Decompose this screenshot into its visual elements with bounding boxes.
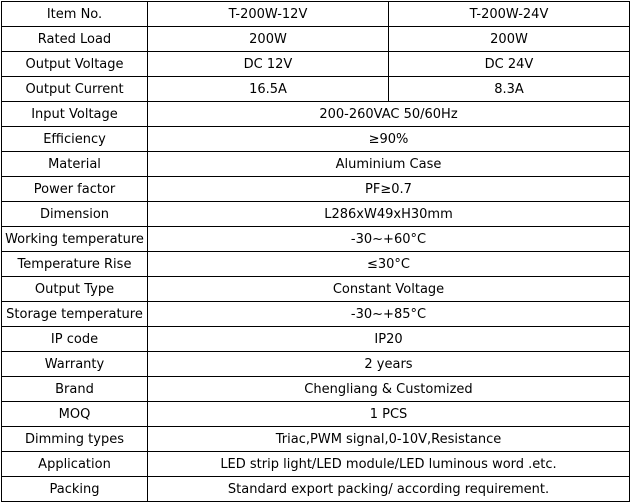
row-label: Efficiency <box>2 127 148 152</box>
row-value: Constant Voltage <box>148 277 630 302</box>
table-row <box>2 277 630 302</box>
row-label: Dimension <box>2 202 148 227</box>
row-label: Output Current <box>2 77 148 102</box>
value-12v: 200W <box>148 27 389 52</box>
table-row <box>2 427 630 452</box>
row-label: Working temperature <box>2 227 148 252</box>
model-24v: T-200W-24V <box>389 2 630 27</box>
row-value: Chengliang & Customized <box>148 377 630 402</box>
row-value: -30~+85°C <box>148 302 630 327</box>
row-label: Application <box>2 452 148 477</box>
table-row <box>2 52 630 77</box>
row-value: IP20 <box>148 327 630 352</box>
row-label: MOQ <box>2 402 148 427</box>
row-value: 200-260VAC 50/60Hz <box>148 102 630 127</box>
table-row <box>2 27 630 52</box>
row-value: Aluminium Case <box>148 152 630 177</box>
table-row <box>2 477 630 502</box>
model-12v: T-200W-12V <box>148 2 389 27</box>
table-row <box>2 77 630 102</box>
row-label: Output Voltage <box>2 52 148 77</box>
table-row <box>2 377 630 402</box>
spec-table-body <box>2 2 630 502</box>
value-12v: 16.5A <box>148 77 389 102</box>
table-row-item-no <box>2 2 630 27</box>
table-row <box>2 202 630 227</box>
row-value: PF≥0.7 <box>148 177 630 202</box>
table-row <box>2 327 630 352</box>
row-label: Input Voltage <box>2 102 148 127</box>
row-value: 2 years <box>148 352 630 377</box>
row-label: Packing <box>2 477 148 502</box>
table-row <box>2 227 630 252</box>
table-row <box>2 252 630 277</box>
row-label: Storage temperature <box>2 302 148 327</box>
table-row <box>2 402 630 427</box>
row-value: Standard export packing/ according requirement. <box>148 477 630 502</box>
row-label: Brand <box>2 377 148 402</box>
table-row <box>2 352 630 377</box>
row-label: Rated Load <box>2 27 148 52</box>
row-value: LED strip light/LED module/LED luminous word .etc. <box>148 452 630 477</box>
row-value: ≥90% <box>148 127 630 152</box>
spec-table <box>1 1 630 502</box>
table-row <box>2 302 630 327</box>
table-row <box>2 177 630 202</box>
row-value: -30~+60°C <box>148 227 630 252</box>
row-label: Dimming types <box>2 427 148 452</box>
table-row <box>2 152 630 177</box>
table-row <box>2 102 630 127</box>
row-label: Item No. <box>2 2 148 27</box>
row-value: L286xW49xH30mm <box>148 202 630 227</box>
row-label: IP code <box>2 327 148 352</box>
value-24v: 8.3A <box>389 77 630 102</box>
row-value: 1 PCS <box>148 402 630 427</box>
row-label: Material <box>2 152 148 177</box>
row-value: ≤30°C <box>148 252 630 277</box>
row-label: Power factor <box>2 177 148 202</box>
row-label: Warranty <box>2 352 148 377</box>
row-label: Temperature Rise <box>2 252 148 277</box>
value-24v: DC 24V <box>389 52 630 77</box>
row-value: Triac,PWM signal,0-10V,Resistance <box>148 427 630 452</box>
row-label: Output Type <box>2 277 148 302</box>
table-row <box>2 127 630 152</box>
value-12v: DC 12V <box>148 52 389 77</box>
value-24v: 200W <box>389 27 630 52</box>
table-row <box>2 452 630 477</box>
